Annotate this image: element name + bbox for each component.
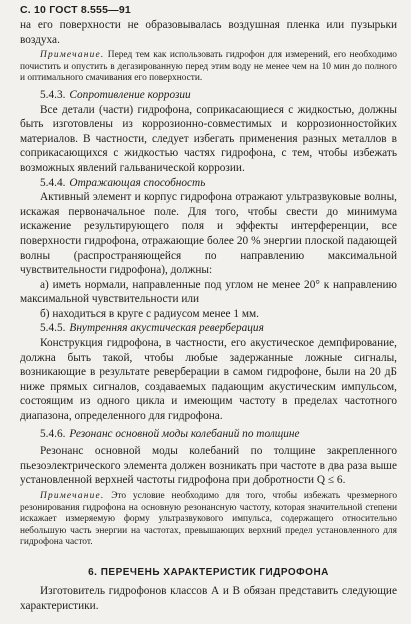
section-6-heading: 6. ПЕРЕЧЕНЬ ХАРАКТЕРИСТИК ГИДРОФОНА: [88, 566, 329, 578]
section-number: 5.4.3.: [40, 88, 66, 101]
paragraph-intro: на его поверхности не образовывалась воздушная пленка или пузырьки воздуха.: [20, 19, 397, 46]
section-5-4-3-heading: [40, 88, 397, 103]
note-1-label: Примечание.: [40, 50, 105, 61]
section-title: Внутренняя акустическая реверберация: [69, 322, 264, 335]
paragraph-5-4-5: Конструкция гидрофона, в частности, его акустическое демпфирование, должна быть такой, чтобы любые задержанные ложные сигналы, возникающие в результате реверберации в самом гидрофоне, были на 20 дБ ниже прямых сигналов, создаваемых падающим акустическим импульсом, состоящим из одного цикла и имеющим частоту в пределах частотного диапазона, определенного для гидрофона.: [20, 337, 397, 423]
note-1: [20, 50, 397, 85]
section-title: Резонанс основной моды колебаний по толщине: [69, 427, 300, 440]
paragraph-5-4-4: Активный элемент и корпус гидрофона отражают ультразвуковые волны, искажая первоначальное поле. Для того, чтобы свести до минимума искажение результирующего поля и эффекты интерференции, все поверхности гидрофона, отражающие более 20 % энергии плоской падающей волны (распространяющейся по направлению максимальной чувствительности гидрофона), должны:: [20, 191, 397, 277]
section-number: 5.4.6.: [40, 427, 66, 440]
section-number: 5.4.4.: [40, 176, 66, 189]
note-2: [20, 491, 397, 549]
paragraph-5-4-3: Все детали (части) гидрофона, соприкасающиеся с жидкостью, должны быть изготовлены из коррозионно-совместимых и коррозионностойких материалов. В частности, следует избегать применения разных металлов в соприкасающихся с жидкостью частях гидрофона, с тем, чтобы избежать возможных явлений гальванической коррозии.: [20, 103, 397, 174]
section-number: 5.4.5.: [40, 322, 66, 335]
paragraph-6: Изготовитель гидрофонов классов А и В обязан представить следующие характеристики.: [20, 584, 397, 612]
section-5-4-6-heading: [40, 427, 397, 442]
list-item-b: б) находиться в круге с радиусом менее 1 мм.: [40, 307, 259, 320]
paragraph-5-4-6: Резонанс основной моды колебаний по толщине закрепленного пьезоэлектрического элемента должен возникать при частоте в два раза выше установленной верхней частоты гидрофона при добротности Q ≤ 6.: [20, 445, 397, 487]
note-2-label: Примечание.: [40, 491, 105, 501]
section-title: Сопротивление коррозии: [69, 88, 191, 101]
section-5-4-4-heading: [40, 176, 397, 191]
section-5-4-5-heading: [40, 321, 397, 336]
list-item-a: а) иметь нормали, направленные под углом не менее 20° к направлению максимальной чувствительности или: [20, 278, 397, 306]
note-2-text: Это условие необходимо для того, чтобы избежать чрезмерного резонирования гидрофона на основную резонансную частоту, которая значительной степени искажает измеряемую форму ультразвукового импульса, содержащего относительно небольшую часть энергии на частотах, превышающих верхний предел установленного для гидрофона частот.: [20, 491, 397, 548]
page-header: С. 10 ГОСТ 8.555—91: [20, 4, 131, 16]
section-title: Отражающая способность: [69, 176, 206, 189]
note-1-text: Перед тем как использовать гидрофон для измерений, его необходимо почистить и опустить в дегазированную перед этим воду не менее чем на 10 мин до полного и оптимального смачивания его поверхности.: [20, 50, 397, 84]
